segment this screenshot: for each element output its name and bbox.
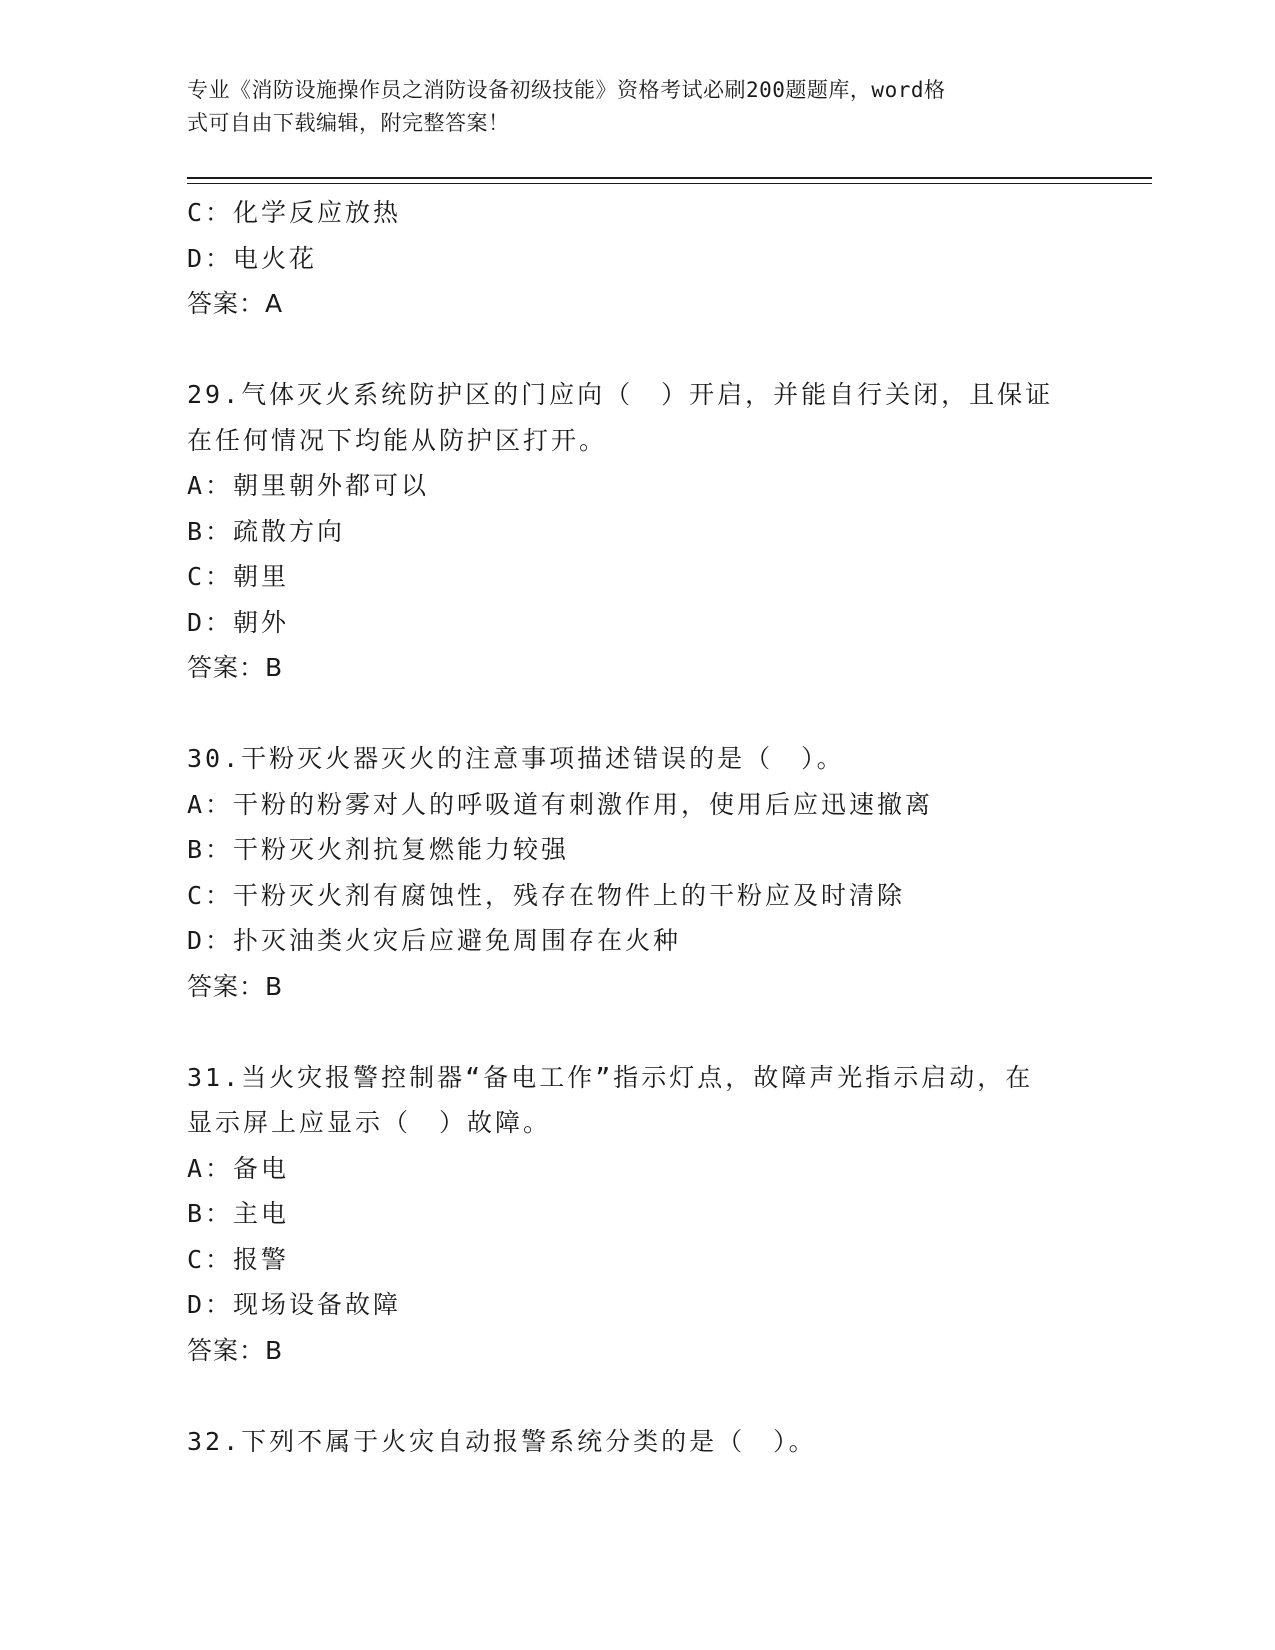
spacer <box>187 1373 1097 1419</box>
question-30 <box>187 736 1097 1009</box>
option-a: A：干粉的粉雾对人的呼吸道有刺激作用，使用后应迅速撤离 <box>187 789 934 819</box>
question-text-line: 32.下列不属于火灾自动报警系统分类的是（ ）。 <box>187 1426 817 1456</box>
option-b: B：疏散方向 <box>187 516 346 546</box>
previous-question-tail <box>187 190 1097 327</box>
option-d: D：现场设备故障 <box>187 1290 402 1319</box>
option-c: C：化学反应放热 <box>187 198 402 227</box>
answer-line: 答案：B <box>187 653 284 682</box>
option-c: C：报警 <box>187 1244 290 1274</box>
option-b: B：干粉灭火剂抗复燃能力较强 <box>187 835 570 864</box>
header-divider-thick <box>187 177 1152 179</box>
spacer <box>187 1009 1097 1055</box>
option-b: B：主电 <box>187 1199 290 1228</box>
question-text-line: 显示屏上应显示（ ）故障。 <box>187 1108 552 1137</box>
option-c: C：干粉灭火剂有腐蚀性，残存在物件上的干粉应及时清除 <box>187 880 906 910</box>
question-text-line: 29.气体灭火系统防护区的门应向（ ）开启，并能自行关闭，且保证 <box>187 380 1054 409</box>
spacer <box>187 327 1097 373</box>
answer-line: 答案：B <box>187 1335 284 1365</box>
question-31 <box>187 1055 1097 1374</box>
header-line-1: 专业《消防设施操作员之消防设备初级技能》资格考试必刷200题题库，word格 <box>187 78 946 102</box>
option-a: A：备电 <box>187 1153 290 1183</box>
answer-line: 答案：B <box>187 971 284 1001</box>
option-c: C：朝里 <box>187 562 290 591</box>
question-29 <box>187 372 1097 691</box>
question-text-line: 在任何情况下均能从防护区打开。 <box>187 425 608 455</box>
answer-line: 答案：A <box>187 289 284 318</box>
question-32 <box>187 1419 1097 1465</box>
header-divider-thin <box>187 183 1152 184</box>
option-d: D：扑灭油类火灾后应避免周围存在火种 <box>187 926 682 955</box>
question-text-line: 31.当火灾报警控制器“备电工作”指示灯点，故障声光指示启动，在 <box>187 1062 1034 1092</box>
spacer <box>187 691 1097 737</box>
option-d: D：电火花 <box>187 243 318 273</box>
document-header <box>187 74 1067 140</box>
option-a: A：朝里朝外都可以 <box>187 471 430 500</box>
header-line-2: 式可自由下载编辑，附完整答案！ <box>187 111 510 135</box>
question-content <box>187 190 1097 1464</box>
option-d: D：朝外 <box>187 607 290 637</box>
question-text-line: 30.干粉灭火器灭火的注意事项描述错误的是（ ）。 <box>187 744 845 773</box>
